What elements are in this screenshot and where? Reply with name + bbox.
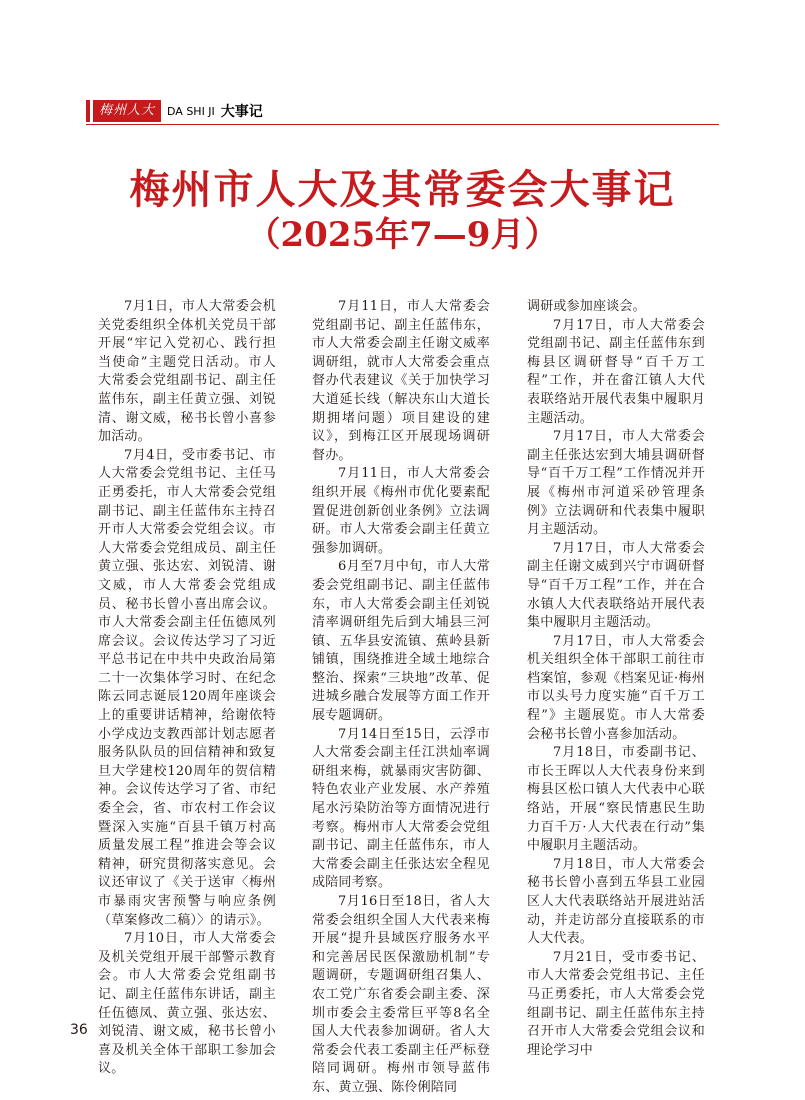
page-number: 36 [70, 1022, 88, 1038]
chronicle-entry: 7月17日，市人大常委会党组副书记、副主任蓝伟东到梅县区调研督导“百千万工程”工作，并在畲江镇人大代表联络站开展代表集中履职月主题活动。 [527, 317, 705, 426]
section-label-cn: 大事记 [220, 104, 263, 120]
page-subtitle: （2025年7—9月） [246, 215, 559, 255]
chronicle-entry: 7月17日，市人大常委会副主任张达宏到大埔县调研督导“百千万工程”工作情况并开展《梅州市河道采砂管理条例》立法调研和代表集中履职月主题活动。 [527, 429, 705, 538]
chronicle-entry: 7月18日，市委副书记、市长王晖以人大代表身份来到梅县区松口镇人大代表中心联络站，开展“察民情惠民生助力百千万·人大代表在行动”集中履职月主题活动。 [527, 745, 705, 854]
chronicle-entry: 7月17日，市人大常委会机关组织全体干部职工前往市档案馆，参观《档案见证·梅州市以头号力度实施“百千万工程”》主题展览。市人大常委会秘书长曾小喜参加活动。 [527, 633, 705, 742]
chronicle-entry: 7月1日，市人大常委会机关党委组织全体机关党员干部开展“牢记入党初心、践行担当使命”主题党日活动。市人大常委会党组副书记、副主任蓝伟东，副主任黄立强、刘锐清、谢文威，秘书长曾小喜参加活动。 [98, 299, 276, 445]
chronicle-entry: 7月4日，受市委书记、市人大常委会党组书记、主任马正勇委托，市人大常委会党组副书记、副主任蓝伟东主持召开市人大常委会党组会议。市人大常委会党组成员、副主任黄立强、张达宏、刘锐清、谢文威，市人大常委会党组成员、秘书长曾小喜出席会议。市人大常委会副主任伍德凤列席会议。会议传达学习了习近平总书记在中共中央政治局第二十一次集体学习时、在纪念陈云同志诞辰120周年座谈会上的重要讲话精神，给谢依特小学戍边支教西部计划志愿者服务队队员的回信精神和致复旦大学建校120周年的贺信精神。会议传达学习了省、市纪委全会，省、市农村工作会议暨深入实施“百县千镇万村高质量发展工程”推进会等会议精神，研究贯彻落实意见。会议还审议了《关于送审〈梅州市暴雨灾害预警与响应条例（草案修改二稿）〉的请示》。 [98, 447, 276, 928]
chronicle-entry: 7月10日，市人大常委会及机关党组开展干部警示教育会。市人大常委会党组副书记、副主任蓝伟东讲话，副主任伍德凤、黄立强、张达宏、刘锐清、谢文威，秘书长曾小喜及机关全体干部职工参加会议。 [98, 931, 276, 1077]
section-label-en: DA SHI JI [167, 104, 215, 118]
page-title: 梅州市人大及其常委会大事记 [129, 166, 676, 213]
magazine-logo: 梅州人大 [93, 100, 161, 122]
text-column-3 [527, 298, 705, 1060]
text-column-2 [312, 298, 490, 1098]
chronicle-entry: 7月11日，市人大常委会组织开展《梅州市优化要素配置促进创新创业条例》立法调研。市人大常委会副主任黄立强参加调研。 [312, 466, 490, 556]
chronicle-entry: 7月16日至18日，省人大常委会组织全国人大代表来梅开展“提升县域医疗服务水平和完善居民医保激励机制”专题调研，专题调研组召集人、农工党广东省委会副主委、深圳市委会主委常巨平等8名全国人大代表参加调研。省人大常委会代表工委副主任严标登陪同调研。梅州市领导蓝伟东、黄立强、陈伶俐陪同 [312, 894, 490, 1095]
text-column-1 [98, 298, 276, 1079]
chronicle-entry: 7月11日，市人大常委会党组副书记、副主任蓝伟东，市人大常委会副主任谢文威率调研组，就市人大常委会重点督办代表建议《关于加快学习大道延长线（解决东山大道长期拥堵问题）项目建设的建议》，到梅江区开展现场调研督办。 [312, 299, 490, 463]
chronicle-entry: 6月至7月中旬，市人大常委会党组副书记、副主任蓝伟东，市人大常委会副主任刘锐清率调研组先后到大埔县三河镇、五华县安流镇、蕉岭县新铺镇，围绕推进全域土地综合整治、探索“三块地”改革、促进城乡融合发展等方面工作开展专题调研。 [312, 559, 490, 724]
chronicle-entry-continued: 调研或参加座谈会。 [527, 299, 646, 314]
section-header [86, 100, 263, 122]
header-accent-bar [86, 100, 90, 122]
chronicle-entry: 7月17日，市人大常委会副主任谢文威到兴宁市调研督导“百千万工程”工作，并在合水镇人大代表联络站开展代表集中履职月主题活动。 [527, 540, 705, 631]
header-divider [86, 124, 719, 125]
chronicle-entry: 7月14日至15日，云浮市人大常委会副主任江洪灿率调研组来梅，就暴雨灾害防御、特色农业产业发展、水产养殖尾水污染防治等方面情况进行考察。梅州市人大常委会党组副书记、副主任蓝伟东，市人大常委会副主任张达宏全程见成陪同考察。 [312, 726, 490, 891]
chronicle-entry: 7月21日，受市委书记、市人大常委会党组书记、主任马正勇委托，市人大常委会党组副书记、副主任蓝伟东主持召开市人大常委会党组会议和理论学习中 [527, 949, 705, 1058]
chronicle-entry: 7月18日，市人大常委会秘书长曾小喜到五华县工业园区人大代表联络站开展进站活动，并走访部分直接联系的市人大代表。 [527, 856, 705, 947]
